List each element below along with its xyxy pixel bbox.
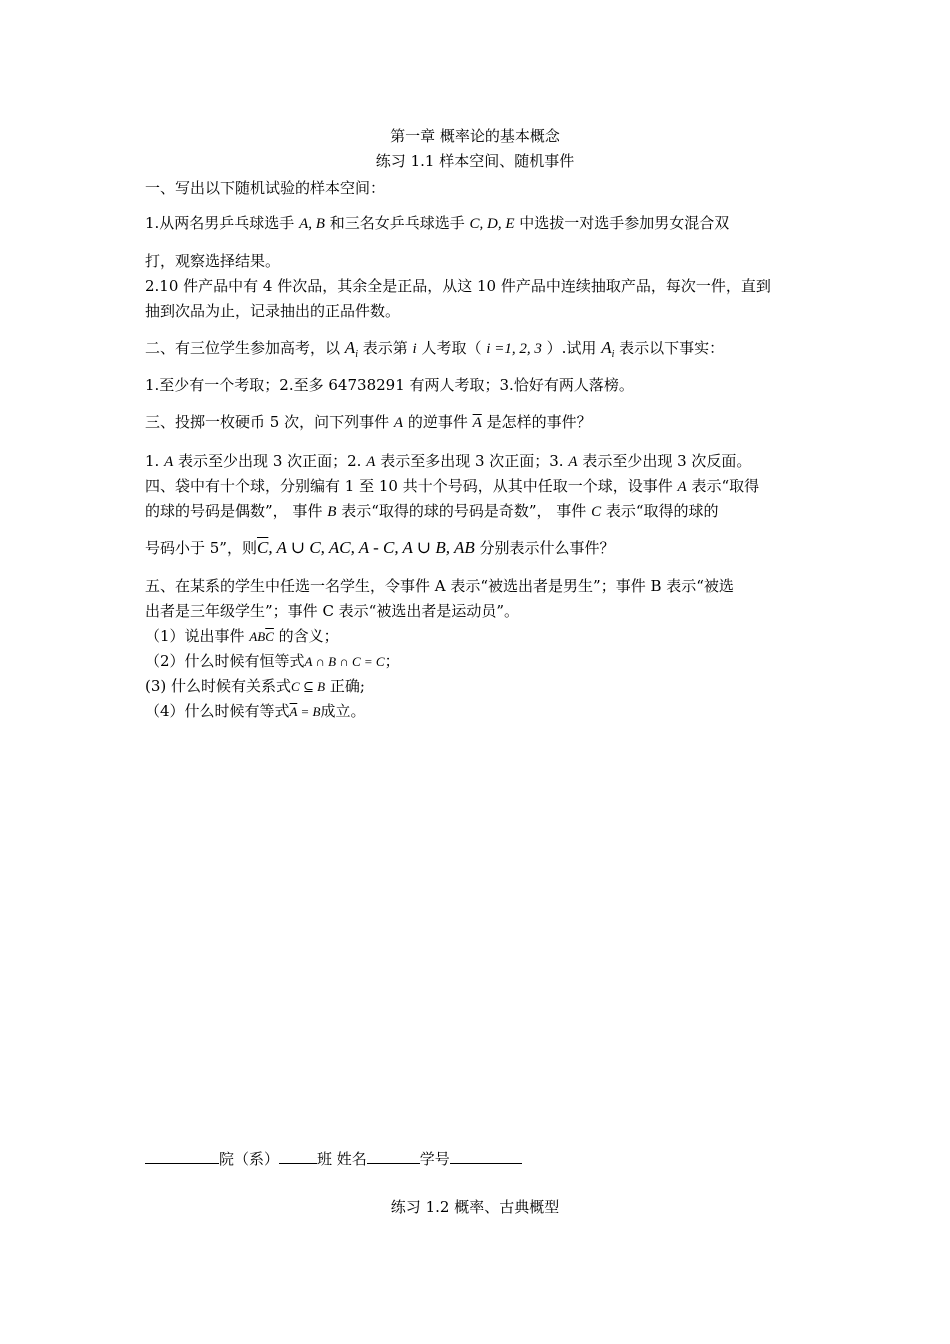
math-subscript: i [355, 349, 358, 360]
text-run: 和三名女乒乓球选手 [329, 214, 465, 232]
text-run: 表示以下事实： [619, 339, 725, 357]
math-expression: C [591, 504, 602, 520]
text-run: 正确; [329, 677, 365, 695]
text-run: 表示“取得的球的 [605, 502, 719, 520]
text-run: 的含义； [278, 627, 339, 645]
math-complement: $\overline{A}$ [289, 704, 298, 719]
class-name-label: 班 姓名 [317, 1150, 367, 1168]
text-run: (3) 什么时候有关系式 [145, 677, 292, 695]
math-expression: i [412, 341, 417, 357]
text-run: 1.从两名男乒乓球选手 [145, 214, 295, 232]
section-4-line3 [145, 538, 615, 558]
math-expression: C, D, E [469, 216, 515, 232]
text-run: （2）什么时候有恒等式 [145, 652, 305, 670]
section-5-q3 [145, 676, 365, 697]
math-expression: A [677, 479, 687, 495]
chapter-title: 第一章 概率论的基本概念 [390, 127, 560, 145]
dept-label: 院（系） [219, 1150, 280, 1168]
exercise-title: 练习 1.1 样本空间、随机事件 [375, 152, 575, 170]
math-expression: A [568, 454, 578, 470]
text-run: 二、有三位学生参加高考，以 [145, 339, 341, 357]
math-expression: B [327, 504, 337, 520]
class-blank[interactable] [279, 1149, 317, 1164]
math-expression: AB [249, 629, 266, 644]
math-expression: A [601, 338, 612, 357]
text-run: 表示“取得的球的号码是奇数”， 事件 [341, 502, 587, 520]
text-run: （1）说出事件 [145, 627, 245, 645]
next-exercise-title: 练习 1.2 概率、古典概型 [390, 1198, 560, 1216]
math-expression: A, B [299, 216, 325, 232]
section-5-line2: 出者是三年级学生”；事件 C 表示“被选出者是运动员”。 [145, 602, 520, 620]
dept-blank[interactable] [145, 1149, 219, 1164]
text-run: （4）什么时候有等式 [145, 702, 290, 720]
text-run: 表示至少出现 3 次正面；2. [178, 452, 362, 470]
question-1-1 [145, 213, 729, 234]
name-blank[interactable] [367, 1149, 420, 1164]
text-run: 是怎样的事件？ [486, 413, 592, 431]
text-run: 的逆事件 [407, 413, 468, 431]
section-4-line1 [145, 476, 759, 497]
math-expression: A [366, 454, 376, 470]
text-run: 四、袋中有十个球，分别编有 1 至 10 共十个号码，从其中任取一个球，设事件 [145, 477, 673, 495]
text-run: 分别表示什么事件？ [479, 539, 615, 557]
student-id-label: 学号 [419, 1150, 450, 1168]
section-5-q2 [145, 651, 400, 672]
text-run: 人考取（ [421, 339, 482, 357]
section-3-items [145, 451, 751, 472]
text-run: 1. [145, 452, 160, 470]
section-3-title [145, 412, 592, 433]
text-run: 三、投掷一枚硬币 5 次，问下列事件 [145, 413, 390, 431]
text-run: ； [384, 652, 400, 670]
text-run: 的球的号码是偶数”， 事件 [145, 502, 323, 520]
math-complement: $\overline{C}$ [256, 538, 269, 557]
question-1-2-line1: 2.10 件产品中有 4 件次品，其余全是正品，从这 10 件产品中连续抽取产品，每次一件，直到 [145, 277, 771, 295]
math-subscript: i [611, 349, 615, 360]
text-run: 号码小于 5”，则 [145, 539, 257, 557]
question-1-2-line2: 抽到次品为止，记录抽出的正品件数。 [145, 302, 401, 320]
text-run: 成立。 [320, 702, 366, 720]
text-run: 表示第 [362, 339, 408, 357]
text-run: 中选拔一对选手参加男女混合双 [519, 214, 730, 232]
section-4-line2 [145, 501, 719, 522]
text-run: 表示至少出现 3 次反面。 [582, 452, 752, 470]
math-expression: i =1, 2, 3 [486, 341, 542, 357]
math-expression: = B [297, 704, 321, 719]
section-5-q1 [145, 626, 339, 647]
math-complement: $\overline{A}$ [472, 415, 482, 431]
section-5-line1: 五、在某系的学生中任选一名学生，令事件 A 表示“被选出者是男生”；事件 B 表示“被选 [145, 577, 734, 595]
math-expression: A [344, 338, 356, 357]
text-run: 表示“取得 [691, 477, 760, 495]
text-run: ）.试用 [546, 339, 597, 357]
math-expression: A [393, 415, 404, 431]
math-expression: , A ∪ C, AC, A - C, A ∪ B, AB [268, 538, 475, 557]
math-expression: A [164, 454, 174, 470]
question-1-1-cont: 打，观察选择结果。 [145, 252, 281, 270]
section-1-title: 一、写出以下随机试验的样本空间： [145, 179, 386, 197]
student-info-line [145, 1149, 522, 1169]
math-expression: C ⊆ B [291, 679, 326, 694]
student-id-blank[interactable] [450, 1149, 522, 1164]
section-2-title [145, 338, 724, 365]
text-run: 表示至多出现 3 次正面；3. [380, 452, 564, 470]
section-5-q4 [145, 701, 366, 722]
math-expression: A ∩ B ∩ C = C [304, 654, 385, 669]
math-complement: $\overline{C}$ [265, 629, 274, 644]
section-2-items: 1.至少有一个考取；2.至多 64738291 有两人考取；3.恰好有两人落榜。 [145, 376, 634, 394]
